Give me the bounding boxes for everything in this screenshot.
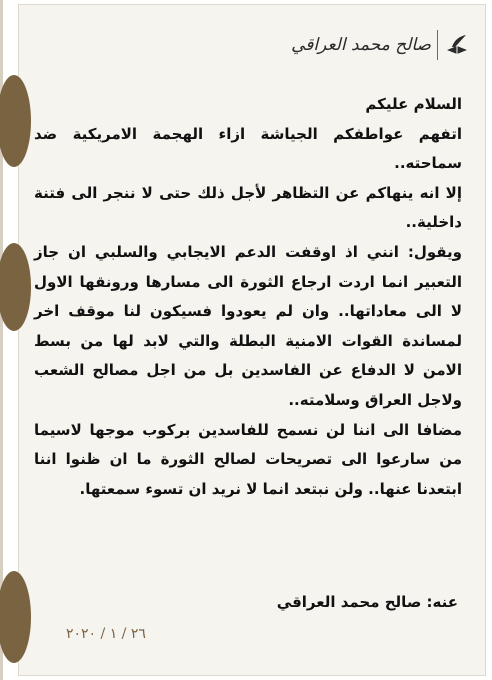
- logo-separator: [437, 30, 438, 60]
- paragraph-greeting: السلام عليكم: [365, 95, 462, 113]
- signature: عنه: صالح محمد العراقي: [276, 593, 458, 611]
- paragraph-3: ويقول: انني اذ اوقفت الدعم الايجابي والسلبي ان جاز التعبير انما اردت ارجاع الثورة الى مسارها ورونقها الاول لا الى معاداتها.. وان لم يعودوا فسيكون لنا موقف اخر لمساندة القوات الامنية البطلة والتي لابد لها من بسط الامن لا الدفاع عن الفاسدين بل من اجل مصالح الشعب ولاجل العراق وسلامته..: [34, 242, 462, 409]
- decorative-circle-bottom: [0, 571, 31, 663]
- header-logo: [291, 22, 470, 68]
- logo-text: صالح محمد العراقي: [291, 35, 431, 55]
- paragraph-4: مضافا الى اننا لن نسمح للفاسدين بركوب موجها لاسيما من سارعوا الى تصريحات لصالح الثورة ما ان ظنوا اننا ابتعدنا عنها.. ولن نبتعد انما لا نريد ان تسوء سمعتها.: [34, 420, 462, 498]
- letter-body: [34, 90, 462, 504]
- decorative-circle-middle: [0, 243, 31, 331]
- paragraph-2: إلا انه ينهاكم عن التظاهر لأجل ذلك حتى لا ننجر الى فتنة داخلية..: [34, 183, 462, 232]
- feather-book-emblem-icon: [444, 32, 470, 58]
- date: ٢٦ / ١ / ٢٠٢٠: [66, 626, 146, 642]
- decorative-circle-top: [0, 75, 31, 167]
- paragraph-1: اتفهم عواطفكم الجياشة ازاء الهجمة الامريكية ضد سماحته..: [34, 124, 462, 173]
